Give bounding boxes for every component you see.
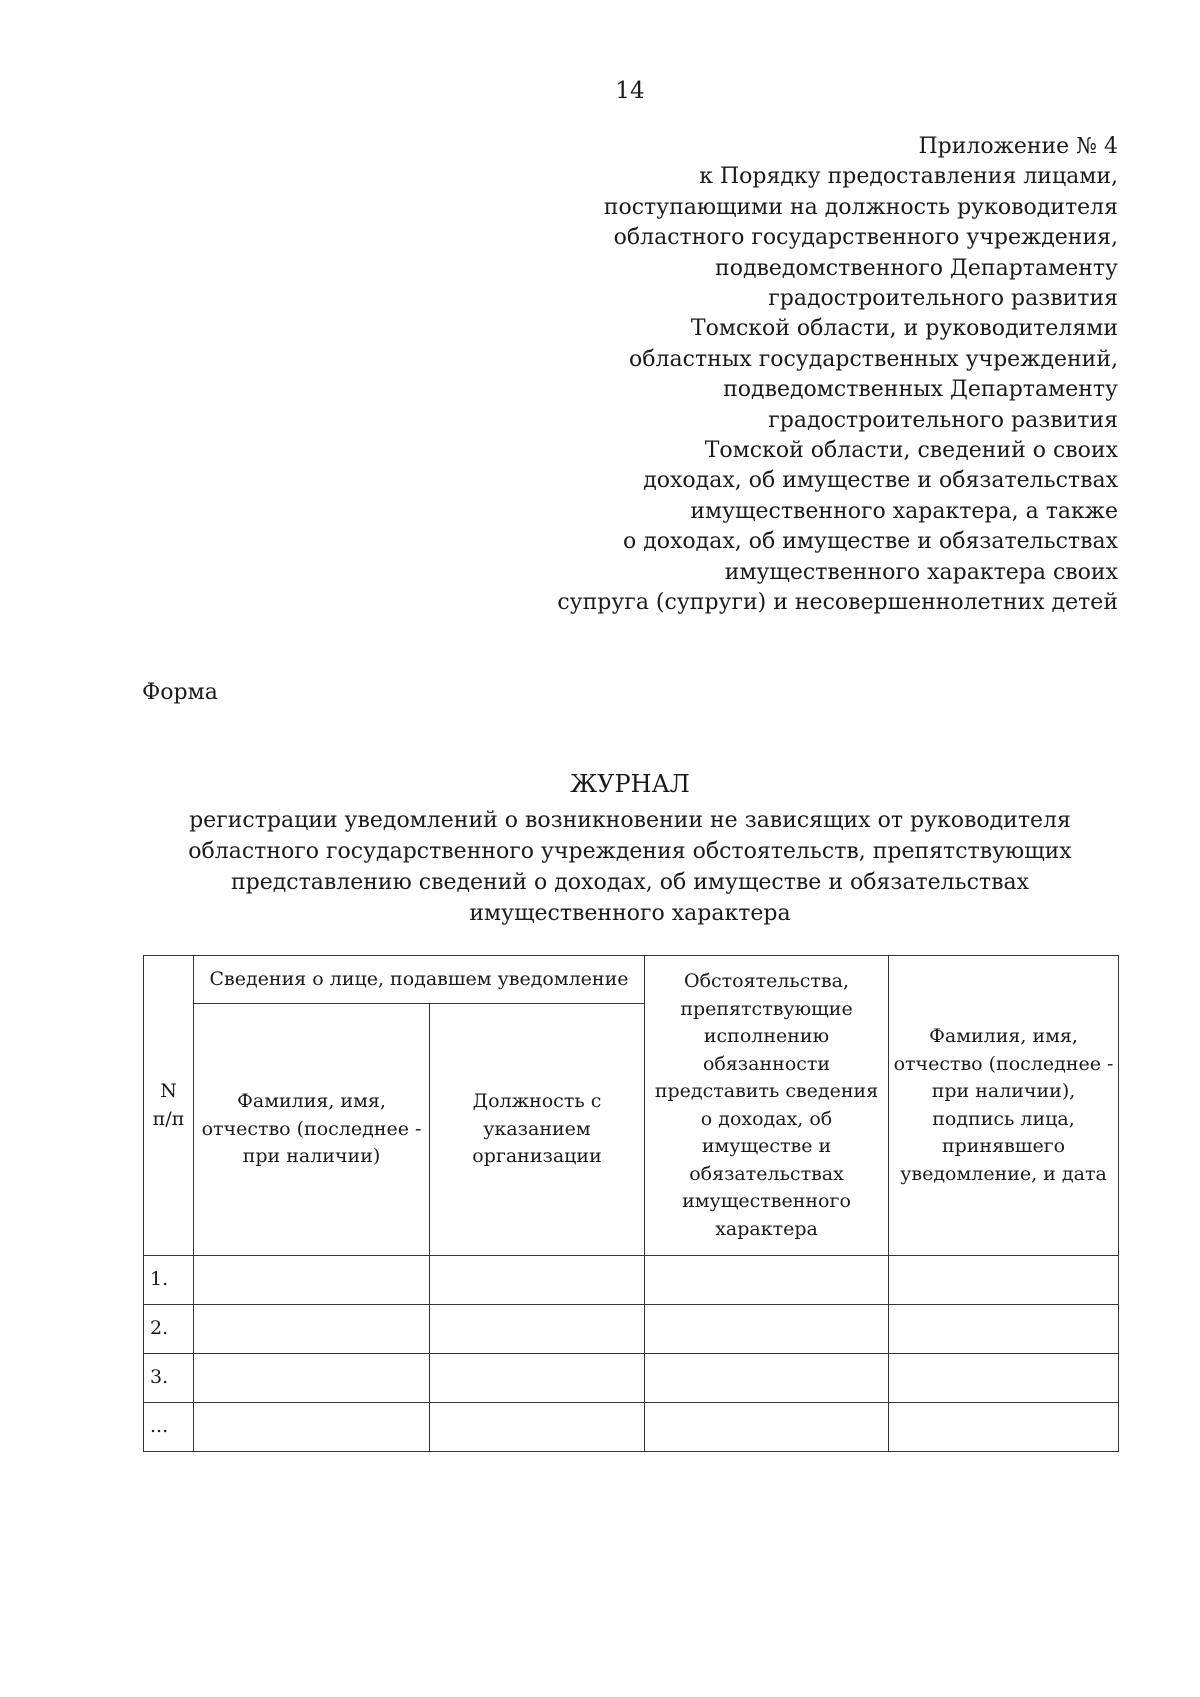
appendix-line: Приложение № 4 (918, 134, 1118, 159)
row-full-name-cell (194, 1256, 430, 1305)
header-circumstances (645, 956, 889, 1256)
appendix-reference (478, 132, 1118, 619)
register-table-body (144, 1256, 1119, 1452)
row-number: 3. (144, 1354, 194, 1403)
journal-title: ЖУРНАЛ (570, 770, 690, 798)
header-position-label: Должность с указанием организации (472, 1090, 602, 1168)
row-number: ... (144, 1403, 194, 1452)
appendix-line: о доходах, об имуществе и обязательствах (623, 529, 1118, 555)
appendix-line: подведомственных Департаменту (723, 377, 1118, 403)
header-number-label: N п/п (152, 1080, 185, 1130)
journal-subtitle-line: представлению сведений о доходах, об имуществе и обязательствах (230, 870, 1030, 895)
appendix-line: областного государственного учреждения, (613, 225, 1118, 251)
header-full-name (194, 1004, 430, 1256)
row-receiver-cell (889, 1354, 1119, 1403)
header-position (430, 1004, 645, 1256)
appendix-line: имущественного характера, а также (690, 498, 1118, 524)
row-circumstances-cell (645, 1256, 889, 1305)
appendix-line: супруга (супруги) и несовершеннолетних детей (557, 590, 1118, 616)
form-label: Форма (142, 680, 218, 705)
appendix-line: подведомственного Департаменту (715, 255, 1118, 281)
row-circumstances-cell (645, 1403, 889, 1452)
row-position-cell (430, 1305, 645, 1354)
header-receiver (889, 956, 1119, 1256)
register-table (143, 955, 1119, 1452)
row-number: 2. (144, 1305, 194, 1354)
journal-subtitle (0, 805, 1200, 929)
row-full-name-cell (194, 1354, 430, 1403)
table-row (144, 1305, 1119, 1354)
row-position-cell (430, 1354, 645, 1403)
appendix-line: градостроительного развития (768, 286, 1118, 312)
appendix-line: имущественного характера своих (724, 559, 1118, 585)
row-position-cell (430, 1403, 645, 1452)
row-number: 1. (144, 1256, 194, 1305)
appendix-line: Томской области, и руководителями (690, 316, 1118, 342)
table-row (144, 1256, 1119, 1305)
journal-subtitle-line: областного государственного учреждения обстоятельств, препятствующих (188, 839, 1072, 864)
row-position-cell (430, 1256, 645, 1305)
appendix-line: областных государственных учреждений, (629, 346, 1118, 372)
row-full-name-cell (194, 1305, 430, 1354)
table-row (144, 1354, 1119, 1403)
row-receiver-cell (889, 1256, 1119, 1305)
header-full-name-label: Фамилия, имя, отчество (последнее - при наличии) (201, 1090, 422, 1168)
appendix-line: к Порядку предоставления лицами, (699, 164, 1118, 190)
row-circumstances-cell (645, 1354, 889, 1403)
appendix-line: поступающими на должность руководителя (603, 194, 1118, 220)
header-receiver-label: Фамилия, имя, отчество (последнее - при наличии), подпись лица, принявшего уведомление, и дата (893, 1025, 1114, 1185)
appendix-line: градостроительного развития (768, 407, 1118, 433)
row-full-name-cell (194, 1403, 430, 1452)
row-circumstances-cell (645, 1305, 889, 1354)
row-receiver-cell (889, 1305, 1119, 1354)
header-person-group (194, 956, 645, 1004)
header-person-group-label: Сведения о лице, подавшем уведомление (209, 967, 629, 990)
page-number: 14 (615, 78, 645, 104)
row-receiver-cell (889, 1403, 1119, 1452)
journal-subtitle-line: имущественного характера (469, 901, 791, 926)
header-number (144, 956, 194, 1256)
table-row (144, 1403, 1119, 1452)
journal-subtitle-line: регистрации уведомлений о возникновении не зависящих от руководителя (189, 808, 1071, 833)
appendix-line: Томской области, сведений о своих (704, 438, 1118, 464)
register-table-header (144, 956, 1119, 1256)
header-circumstances-label: Обстоятельства, препятствующие исполнению обязанности представить сведения о доходах, об имуществе и обязательствах имущественного характера (654, 970, 879, 1240)
appendix-line: доходах, об имуществе и обязательствах (643, 468, 1118, 494)
